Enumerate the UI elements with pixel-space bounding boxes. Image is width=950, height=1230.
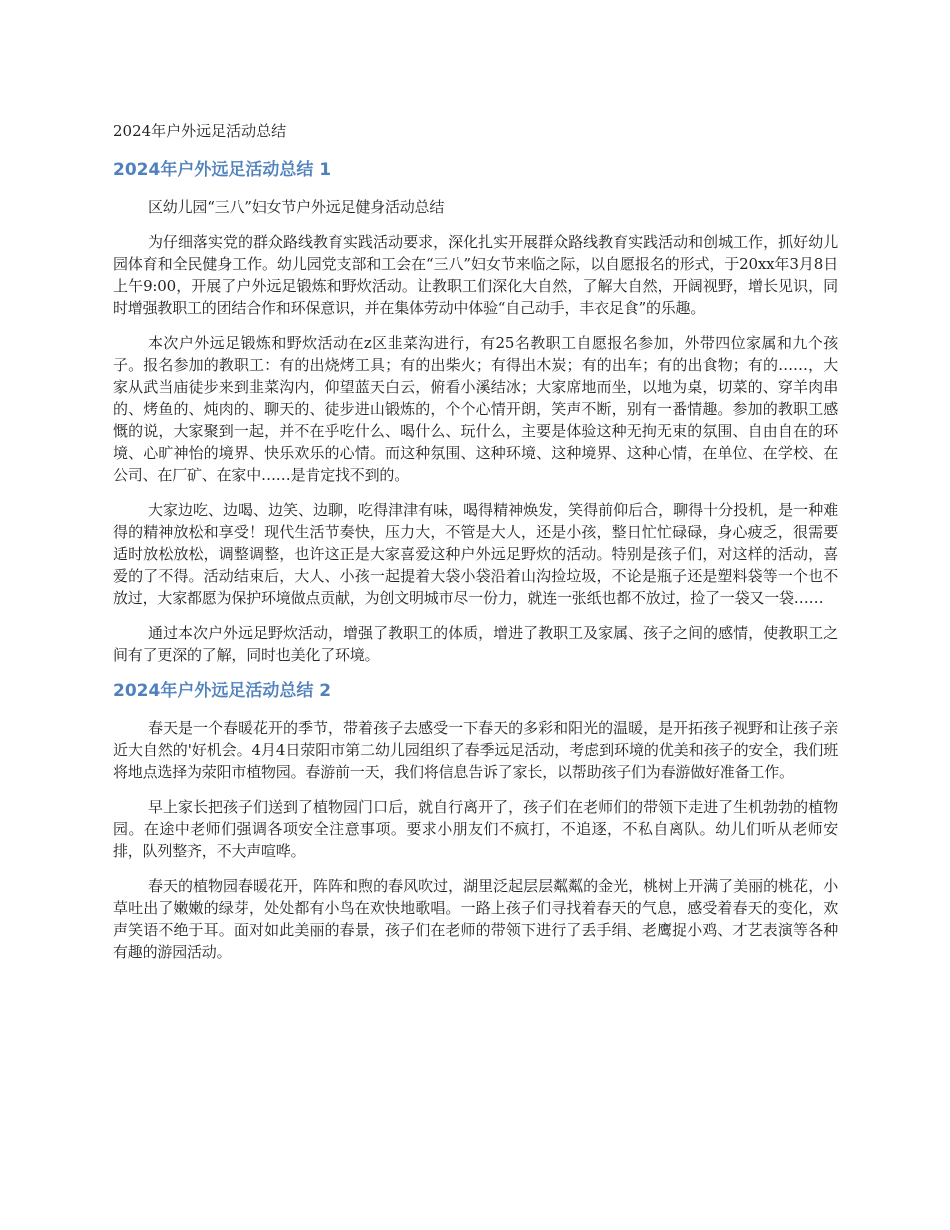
paragraph: 本次户外远足锻炼和野炊活动在z区韭菜沟进行，有25名教职工自愿报名参加，外带四位家属和九个孩子。报名参加的教职工：有的出烧烤工具；有的出柴火；有得出木炭；有的出车；有的出食物；有的……，大家从武当庙徒步来到韭菜沟内，仰望蓝天白云，俯看小溪结冰；大家席地而坐，以地为桌，切菜的、穿羊肉串的、烤鱼的、炖肉的、聊天的、徒步进山锻炼的，个个心情开朗，笑声不断，别有一番情趣。参加的教职工感慨的说，大家聚到一起，并不在乎吃什么、喝什么、玩什么，主要是体验这种无拘无束的氛围、自由自在的环境、心旷神怡的境界、快乐欢乐的心情。而这种氛围、这种环境、这种境界、这种心情，在单位、在学校、在公司、在厂矿、在家中……是肯定找不到的。 — [113, 334, 838, 484]
paragraph: 早上家长把孩子们送到了植物园门口后，就自行离开了，孩子们在老师们的带领下走进了生机勃勃的植物园。在途中老师们强调各项安全注意事项。要求小朋友们不疯打，不追逐，不私自离队。幼儿们听从老师安排，队列整齐，不大声喧哗。 — [113, 798, 838, 860]
paragraph: 通过本次户外远足野炊活动，增强了教职工的体质，增进了教职工及家属、孩子之间的感情，使教职工之间有了更深的了解，同时也美化了环境。 — [113, 624, 838, 664]
section-heading: 2024年户外远足活动总结 2 — [113, 681, 332, 701]
section-1 — [113, 158, 838, 666]
section-2 — [113, 679, 838, 963]
paragraph: 春天的植物园春暖花开，阵阵和煦的春风吹过，湖里泛起层层粼粼的金光，桃树上开满了美丽的桃花，小草吐出了嫩嫩的绿芽，处处都有小鸟在欢快地歌唱。一路上孩子们寻找着春天的气息，感受着春天的变化，欢声笑语不绝于耳。面对如此美丽的春景，孩子们在老师的带领下进行了丢手绢、老鹰捉小鸡、才艺表演等各种有趣的游园活动。 — [113, 877, 838, 961]
section-heading: 2024年户外远足活动总结 1 — [113, 160, 332, 180]
paragraph: 区幼儿园“三八”妇女节户外远足健身活动总结 — [148, 198, 445, 216]
paragraph: 大家边吃、边喝、边笑、边聊，吃得津津有味，喝得精神焕发，笑得前仰后合，聊得十分投机，是一种难得的精神放松和享受！现代生活节奏快，压力大，不管是大人，还是小孩，整日忙忙碌碌，身心疲乏，很需要适时放松放松，调整调整，也许这正是大家喜爱这种户外远足野炊的活动。特别是孩子们，对这样的活动，喜爱的了不得。活动结束后，大人、小孩一起提着大袋小袋沿着山沟捡垃圾，不论是瓶子还是塑料袋等一个也不放过，大家都愿为保护环境做点贡献，为创文明城市尽一份力，就连一张纸也都不放过，捡了一袋又一袋…… — [113, 501, 838, 607]
paragraph: 春天是一个春暖花开的季节，带着孩子去感受一下春天的多彩和阳光的温暖，是开拓孩子视野和让孩子亲近大自然的'好机会。4月4日荥阳市第二幼儿园组织了春季远足活动，考虑到环境的优美和孩子的安全，我们班将地点选择为荥阳市植物园。春游前一天，我们将信息告诉了家长，以帮助孩子们为春游做好准备工作。 — [113, 719, 838, 781]
document-title: 2024年户外远足活动总结 — [113, 122, 287, 140]
paragraph: 为仔细落实党的群众路线教育实践活动要求，深化扎实开展群众路线教育实践活动和创城工作，抓好幼儿园体育和全民健身工作。幼儿园党支部和工会在“三八”妇女节来临之际，以自愿报名的形式，于20xx年3月8日上午9:00，开展了户外远足锻炼和野炊活动。让教职工们深化大自然，了解大自然，开阔视野，增长见识，同时增强教职工的团结合作和环保意识，并在集体劳动中体验“自己动手，丰衣足食”的乐趣。 — [113, 233, 838, 317]
